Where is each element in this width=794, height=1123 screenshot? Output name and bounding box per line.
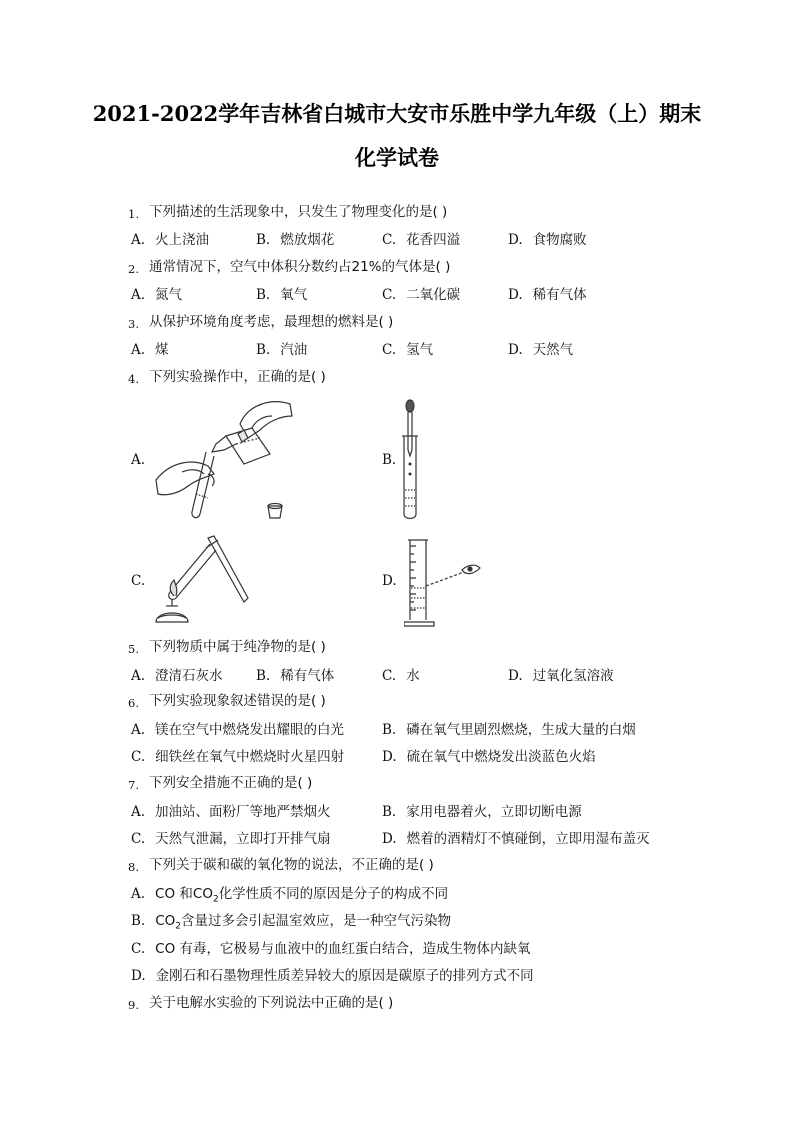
question-text: 关于电解水实验的下列说法中正确的是( ) [149, 995, 394, 1011]
question-text: 下列物质中属于纯净物的是( ) [149, 639, 326, 655]
option-a[interactable]: A. 煤 [131, 342, 169, 358]
option-d[interactable]: D. 硫在氧气中燃烧发出淡蓝色火焰 [382, 749, 596, 765]
option-c[interactable]: C. CO 有毒，它极易与血液中的血红蛋白结合，造成生物体内缺氧 [131, 941, 531, 957]
question-number: 6. [128, 696, 139, 710]
graduated-cylinder-illustration [404, 536, 484, 628]
option-d[interactable]: D. 天然气 [508, 342, 574, 358]
question-number: 8. [128, 860, 139, 874]
heating-test-tube-illustration [148, 534, 254, 626]
question-number: 2. [128, 262, 139, 276]
option-d[interactable]: D. 稀有气体 [508, 287, 587, 303]
option-c[interactable]: C. 水 [382, 668, 420, 684]
option-b[interactable]: B. 燃放烟花 [256, 232, 335, 248]
pouring-liquid-illustration [152, 394, 298, 524]
question-text: 从保护环境角度考虑，最理想的燃料是( ) [149, 314, 394, 330]
option-a[interactable]: A. CO 和$CO_2$化学性质不同的原因是分子的构成不同 [131, 886, 449, 905]
option-c[interactable]: C. 细铁丝在氧气中燃烧时火星四射 [131, 749, 345, 765]
option-d[interactable]: D. [382, 573, 397, 589]
option-b[interactable]: B. 氧气 [256, 287, 308, 303]
question-number: 9. [128, 998, 139, 1012]
question-text: 下列关于碳和碳的氧化物的说法，不正确的是( ) [149, 857, 434, 873]
question-number: 1. [128, 207, 139, 221]
question-text: 通常情况下，空气中体积分数约占21%的气体是( ) [149, 259, 451, 275]
question-text: 下列实验操作中，正确的是( ) [149, 369, 326, 385]
question-text: 下列实验现象叙述错误的是( ) [149, 693, 326, 709]
option-a[interactable]: A. 火上浇油 [131, 232, 210, 248]
exam-title-line2: 化学试卷 [355, 145, 439, 170]
question-text: 下列安全措施不正确的是( ) [149, 775, 313, 791]
dropper-test-tube-illustration [395, 398, 425, 522]
option-d[interactable]: D. 燃着的酒精灯不慎碰倒，立即用湿布盖灭 [382, 831, 650, 847]
option-b[interactable]: B. [382, 452, 397, 468]
option-d[interactable]: D. 食物腐败 [508, 232, 587, 248]
option-d[interactable]: D. 金刚石和石墨物理性质差异较大的原因是碳原子的排列方式不同 [131, 968, 534, 984]
option-a[interactable]: A. 氮气 [131, 287, 183, 303]
option-a[interactable]: A. 镁在空气中燃烧发出耀眼的白光 [131, 722, 345, 738]
option-b[interactable]: B. 磷在氧气里剧烈燃烧，生成大量的白烟 [382, 722, 636, 738]
option-b[interactable]: B. 汽油 [256, 342, 308, 358]
question-number: 3. [128, 317, 139, 331]
option-b[interactable]: B. $CO_2$含量过多会引起温室效应，是一种空气污染物 [131, 913, 452, 932]
exam-title-line1: 2021-2022学年吉林省白城市大安市乐胜中学九年级（上）期末 [92, 101, 702, 126]
question-number: 7. [128, 778, 139, 792]
option-c[interactable]: C. 氢气 [382, 342, 434, 358]
question-number: 4. [128, 372, 139, 386]
question-text: 下列描述的生活现象中，只发生了物理变化的是( ) [149, 204, 448, 220]
option-b[interactable]: B. 稀有气体 [256, 668, 335, 684]
option-d[interactable]: D. 过氧化氢溶液 [508, 668, 614, 684]
option-b[interactable]: B. 家用电器着火，立即切断电源 [382, 804, 582, 820]
option-c[interactable]: C. 天然气泄漏，立即打开排气扇 [131, 831, 331, 847]
option-a[interactable]: A. 澄清石灰水 [131, 668, 223, 684]
option-c[interactable]: C. [131, 573, 146, 589]
question-number: 5. [128, 642, 139, 656]
option-c[interactable]: C. 二氧化碳 [382, 287, 461, 303]
option-a[interactable]: A. [131, 452, 146, 468]
option-c[interactable]: C. 花香四溢 [382, 232, 461, 248]
option-a[interactable]: A. 加油站、面粉厂等地严禁烟火 [131, 804, 331, 820]
